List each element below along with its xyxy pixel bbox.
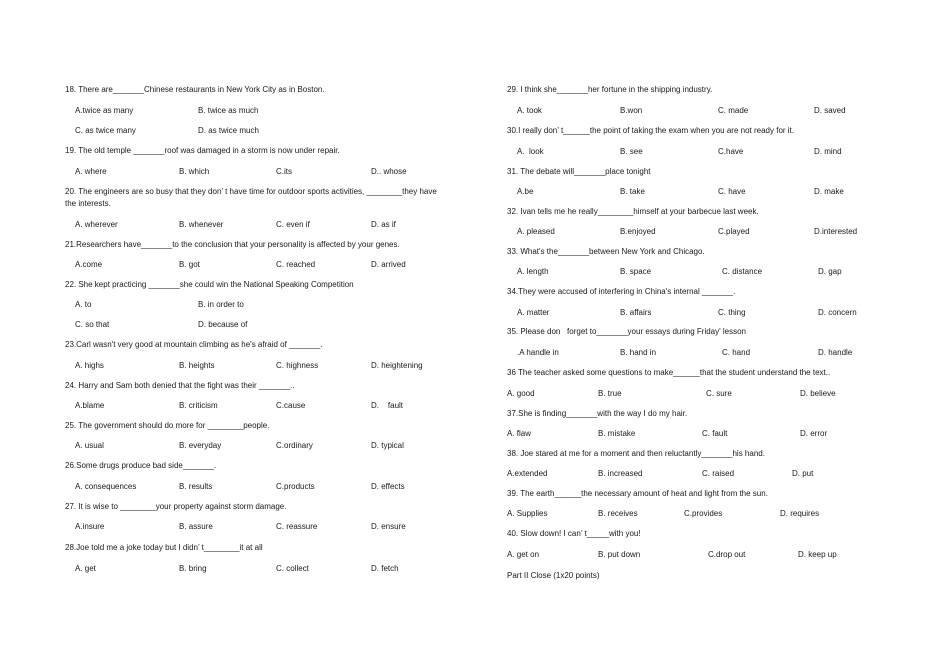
q37-option-c: C. fault (702, 429, 728, 438)
question-24: 24. Harry and Sam both denied that the fight was their _______.. (65, 381, 295, 390)
q23-option-b: B. heights (179, 361, 215, 370)
q26-option-a: A. consequences (75, 482, 137, 491)
question-28: 28.Joe told me a joke today but I didn’ t________it at all (65, 543, 263, 552)
q19-option-a: A. where (75, 167, 107, 176)
q25-option-b: B. everyday (179, 441, 222, 450)
question-29: 29. I think she_______her fortune in the shipping industry. (507, 85, 713, 94)
q38-option-d: D. put (792, 469, 814, 478)
q37-option-a: A. flaw (507, 429, 532, 438)
q28-option-d: D. fetch (371, 564, 399, 573)
q37-option-b: B. mistake (598, 429, 636, 438)
q36-option-c: C. sure (706, 389, 732, 398)
q19-option-d: D.. whose (371, 167, 407, 176)
q18-option-c: C. as twice many (75, 126, 136, 135)
q32-option-a: A. pleased (517, 227, 555, 236)
q33-option-a: A. length (517, 267, 549, 276)
question-27: 27. It is wise to ________your property against storm damage. (65, 502, 287, 511)
q31-option-d: D. make (814, 187, 844, 196)
q34-option-c: C. thing (718, 308, 746, 317)
q24-option-a: A.blame (75, 401, 105, 410)
q35-option-c: C. hand (722, 348, 751, 357)
q25-option-c: C.ordinary (276, 441, 313, 450)
q39-option-a: A. Supplies (507, 509, 548, 518)
q30-option-c: C.have (718, 147, 744, 156)
q27-option-a: A.insure (75, 522, 105, 531)
q22-option-d: D. because of (198, 320, 248, 329)
q31-option-b: B. take (620, 187, 645, 196)
question-33: 33. What's the_______between New York and Chicago. (507, 247, 705, 256)
q29-option-b: B.won (620, 106, 643, 115)
q35-option-d: D. handle (818, 348, 853, 357)
q28-option-a: A. get (75, 564, 96, 573)
q36-option-b: B. true (598, 389, 622, 398)
q32-option-c: C.played (718, 227, 750, 236)
q21-option-a: A.come (75, 260, 103, 269)
question-32: 32. Ivan tells me he really________himself at your barbecue last week. (507, 207, 759, 216)
q29-option-c: C. made (718, 106, 749, 115)
question-39: 39. The earth______the necessary amount of heat and light from the sun. (507, 489, 768, 498)
question-40: 40. Slow down! I can’ t_____with you! (507, 529, 641, 538)
q23-option-c: C. highness (276, 361, 319, 370)
q27-option-d: D. ensure (371, 522, 406, 531)
q36-option-a: A. good (507, 389, 535, 398)
section-heading-part-ii: Part II Close (1x20 points) (507, 571, 600, 580)
q26-option-b: B. results (179, 482, 213, 491)
question-20-continued: the interests. (65, 199, 111, 208)
q18-option-d: D. as twice much (198, 126, 259, 135)
q22-option-a: A. to (75, 300, 92, 309)
question-21: 21.Researchers have_______to the conclusion that your personality is affected by your genes. (65, 240, 400, 249)
q40-option-d: D. keep up (798, 550, 837, 559)
q34-option-b: B. affairs (620, 308, 652, 317)
q30-option-b: B. see (620, 147, 643, 156)
q20-option-b: B. whenever (179, 220, 224, 229)
q31-option-a: A.be (517, 187, 534, 196)
question-30: 30.I really don’ t______the point of taking the exam when you are not ready for it. (507, 126, 794, 135)
question-36: 36 The teacher asked some questions to make______that the student understand the text.. (507, 368, 831, 377)
question-23: 23.Carl wasn't very good at mountain climbing as he's afraid of _______. (65, 340, 323, 349)
q20-option-c: C. even if (276, 220, 310, 229)
q39-option-d: D. requires (780, 509, 820, 518)
q24-option-b: B. criticism (179, 401, 218, 410)
q21-option-b: B. got (179, 260, 200, 269)
question-22: 22. She kept practicing _______she could win the National Speaking Competition (65, 280, 354, 289)
q36-option-d: D. believe (800, 389, 836, 398)
q35-option-b: B. hand in (620, 348, 657, 357)
question-20: 20. The engineers are so busy that they don’ t have time for outdoor sports activities, ________they have (65, 187, 437, 196)
q26-option-c: C.products (276, 482, 315, 491)
q27-option-b: B. assure (179, 522, 213, 531)
question-31: 31. The debate will_______place tonight (507, 167, 651, 176)
q30-option-a: A. look (517, 147, 544, 156)
q19-option-c: C.its (276, 167, 292, 176)
question-38: 38. Joe stared at me for a moment and then reluctantly_______his hand. (507, 449, 765, 458)
question-18: 18. There are_______Chinese restaurants in New York City as in Boston. (65, 85, 325, 94)
q40-option-c: C.drop out (708, 550, 746, 559)
q28-option-c: C. collect (276, 564, 309, 573)
q38-option-c: C. raised (702, 469, 735, 478)
question-25: 25. The government should do more for ________people. (65, 421, 270, 430)
q40-option-a: A. get on (507, 550, 540, 559)
q26-option-d: D. effects (371, 482, 405, 491)
q27-option-c: C. reassure (276, 522, 318, 531)
question-35: 35. Please don forget to_______your essays during Friday' lesson (507, 327, 747, 336)
q35-option-a: .A handle in (517, 348, 559, 357)
q29-option-a: A. took (517, 106, 542, 115)
q32-option-b: B.enjoyed (620, 227, 656, 236)
question-34: 34.They were accused of interfering in China's internal _______. (507, 287, 736, 296)
q22-option-c: C. so that (75, 320, 110, 329)
q20-option-d: D. as if (371, 220, 396, 229)
q23-option-d: D. heightening (371, 361, 423, 370)
q22-option-b: B. in order to (198, 300, 244, 309)
q28-option-b: B. bring (179, 564, 207, 573)
q33-option-b: B. space (620, 267, 652, 276)
question-19: 19. The old temple _______roof was damaged in a storm is now under repair. (65, 146, 340, 155)
q24-option-d: D. fault (371, 401, 404, 410)
q38-option-b: B. increased (598, 469, 643, 478)
q31-option-c: C. have (718, 187, 746, 196)
q34-option-a: A. matter (517, 308, 550, 317)
q18-option-a: A.twice as many (75, 106, 134, 115)
q19-option-b: B. which (179, 167, 210, 176)
q25-option-a: A. usual (75, 441, 104, 450)
q40-option-b: B. put down (598, 550, 641, 559)
q39-option-c: C.provides (684, 509, 723, 518)
q18-option-b: B. twice as much (198, 106, 259, 115)
q33-option-d: D. gap (818, 267, 842, 276)
q37-option-d: D. error (800, 429, 828, 438)
q21-option-d: D. arrived (371, 260, 406, 269)
q21-option-c: C. reached (276, 260, 316, 269)
q20-option-a: A. wherever (75, 220, 118, 229)
q25-option-d: D. typical (371, 441, 404, 450)
question-37: 37.She is finding_______with the way I do my hair. (507, 409, 688, 418)
q34-option-d: D. concern (818, 308, 857, 317)
question-26: 26.Some drugs produce bad side_______. (65, 461, 217, 470)
q38-option-a: A.extended (507, 469, 548, 478)
q32-option-d: D.interested (814, 227, 858, 236)
q30-option-d: D. mind (814, 147, 842, 156)
q39-option-b: B. receives (598, 509, 638, 518)
q23-option-a: A. highs (75, 361, 104, 370)
q33-option-c: C. distance (722, 267, 763, 276)
q29-option-d: D. saved (814, 106, 846, 115)
q24-option-c: C.cause (276, 401, 306, 410)
